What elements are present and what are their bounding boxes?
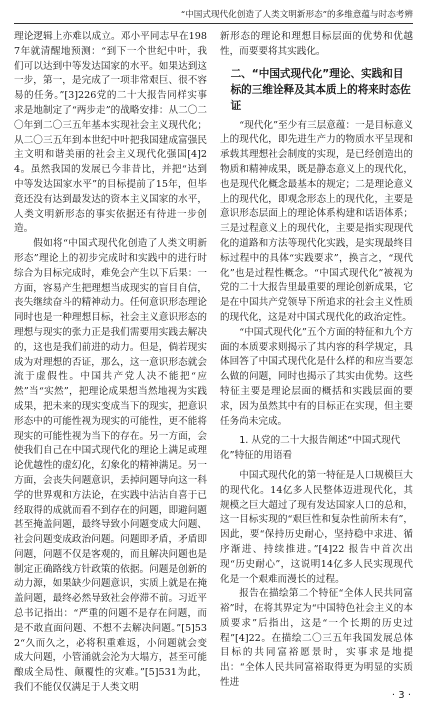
paragraph-assumption: 假如将“中国式现代化创造了人类文明新形态”理论上的初步完成时和实践中的进行时综合为目标完成时，难免会产生以下后果：一方面，容易产生把理想当成现实的盲目自信，丧失继续奋斗的精神动力。任何意识形态理论同时也是一种理想目标，社会主义意识形态的理想与现实的张力正是我们需要用实践去解决的，这也是我们前进的动力。但是，倘若现实成为对理想的否证，那么，这一意识形态就会流于虚假性。中国共产党人决不能把“应然”当“实然”，把理论成果想当然地视为实践成果，把未来的现实变成当下的现实，把意识形态中的可能性视为现实的可能性，更不能将现实的可能性视为当下的存在。另一方面，会使我们自己在中国式现代化的理论上满足或理论优越性的虚幻化，幻象化的精神满足。另一方面，会丧失问题意识，丢掉问题导向这一科学的世界观和方法论，在实践中沾沾自喜于已经取得的成就而看不到存在的问题，即避问题甚至掩盖问题，最终导致小问题变成大问题、社会问题变成政治问题。问题即矛盾，矛盾即问题，问题不仅是客观的，而且解决问题也是制定正确路线方针政策的依据。问题是创新的动力源，如果缺少问题意识，实质上就是在掩盖问题，最终必然导致社会停滞不前。习近平总书记指出：“严重的问题不是存在问题，而是不敢直面问题、不想不去解决问题。”[5]532“久而久之，必将积重难返，小问题就会变成大问题，小管涌就会沦为大塌方，甚至可能酿成全局性、颠覆性的灾难。”[5]531为此，我们不能仅仅满足于人类文明	[14, 238, 207, 694]
subsection-heading: 1. 从党的二十大报告阐述“中国式现代化”特征的用语看	[220, 435, 401, 462]
left-column	[14, 30, 207, 696]
paragraph-first-feature: 中国式现代化的第一特征是人口规模巨大的现代化。14亿多人民整体迈进现代化，其规模之巨大超过了现有发达国家人口的总和，这一目标实现的“艰巨性和复杂性前所未有”，因此，要“保持历史耐心，坚持稳中求进、循序渐进、持续推进。”[4]22 报告中首次出现“历史耐心”，这说明14亿多人民实现现代化是一个艰难而漫长的过程。	[220, 469, 413, 585]
paragraph-three-meanings: “现代化”至少有三层意蕴：一是目标意义上的现代化，即先进生产力的物质水平呈现和承载其理想社会制度的实现，是已经创造出的物质和精神成果，既是静态意义上的现代化，也是现代化概念最基本的规定；二是理论意义上的现代化，即观念形态上的现代化，主要是意识形态层面上的理论体系构建和话语体系；三是过程意义上的现代化，主要是指实现现代化的道路和方法等现代化实践，是实现最终目标过程中的具体“实践要求”，换言之，“现代化”也是过程性概念。“中国式现代化”被视为党的二十大报告里最重要的理论创新成果，它是在中国共产党领导下所追求的社会主义性质的现代化，这是对中国式现代化的政治定性。	[220, 119, 413, 323]
paragraph-intro: 新形态的理论和理想目标层面的优势和优越性，而要要将其实践化。	[220, 31, 413, 57]
running-head: “中国式现代化创造了人类文明新形态”的多维意蕴与时态考辨	[180, 10, 413, 20]
paragraph-continued: 理论逻辑上亦难以成立。邓小平同志早在1987年就清醒地预测：“到下一个世纪中叶，我们可以达到中等发达国家的水平。如果达到这一步，第一，是完成了一项非常艰巨、很不容易的任务。”[3]226党的二十大报告同样实事求是地制定了“两步走”的战略安排：从二〇二〇年到二〇三五年基本实现社会主义现代化；从二〇三五年到本世纪中叶把我国建成富强民主文明和谐美丽的社会主义现代化强国[4]24。虽然我国的发展已今非昔比，并把“达到中等发达国家水平”的目标提前了15年，但毕竟还没有达到最发达的资本主义国家的水平，人类文明新形态的事实依据还有待进一步创造。	[14, 31, 207, 235]
header-rule	[14, 23, 413, 24]
paragraph-second-feature: 报告在描绘第二个特征“全体人民共同富裕”时，在将其界定为“中国特色社会主义的本质要求”后指出，这是“一个长期的历史过程”[4]22。在描绘二〇三五年我国发展总体目标的共同富裕愿景时，实事求是地提出：“全体人民共同富裕取得更为明显的实质性进	[220, 588, 413, 689]
right-column	[220, 30, 413, 691]
section-heading: 二、“中国式现代化”理论、实践和目标的三维诠释及其本质上的将来时态佐证	[230, 67, 411, 112]
page-number: · 3 ·	[391, 690, 411, 701]
paragraph-features: “中国式现代化”五个方面的特征和九个方面的本质要求则揭示了其内容的科学规定，具体回答了中国式现代化是什么样的和应当要怎么做的问题，同时也揭示了其实由优势。这些特征主要是理论层面的概括和实践层面的要求，因为虽然其中有的目标正在实现，但主要任务尚未完成。	[220, 326, 413, 427]
